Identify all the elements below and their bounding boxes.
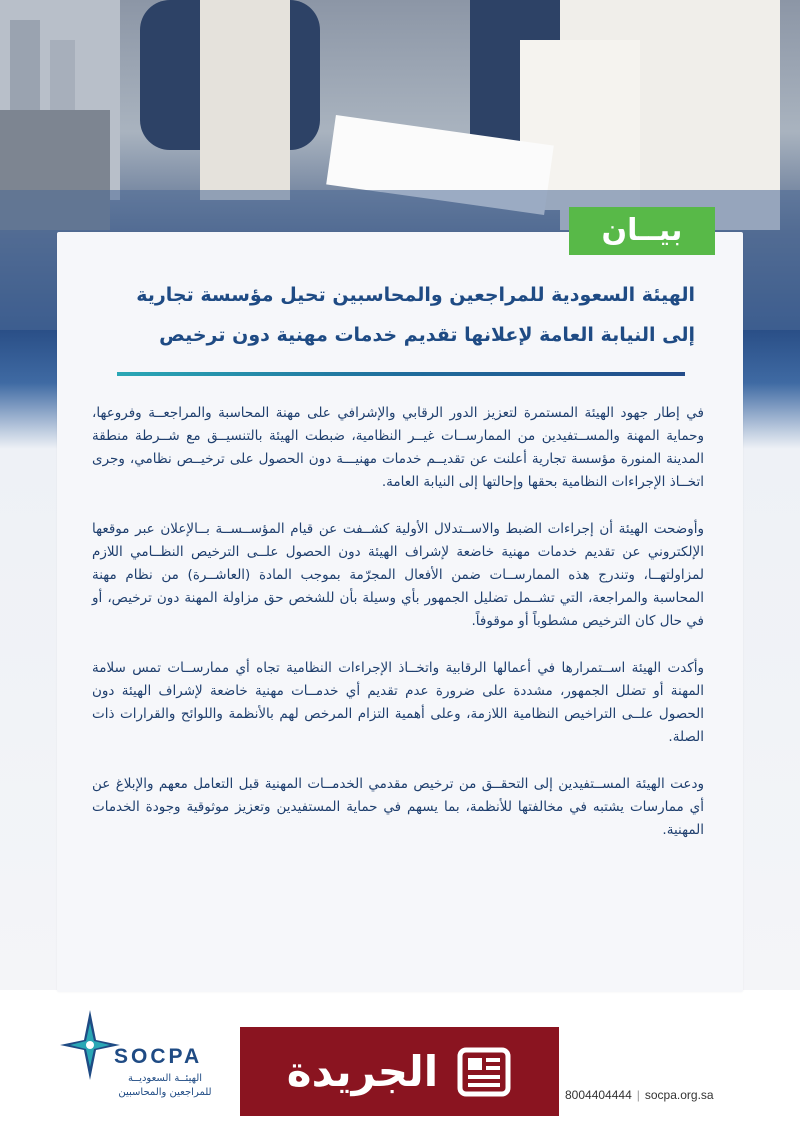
watermark-text: الجريدة <box>286 1047 439 1096</box>
contact-info <box>565 1088 714 1102</box>
title-line-1: الهيئة السعودية للمراجعين والمحاسبين تحيل مؤسسة تجارية <box>136 284 695 306</box>
paragraph: في إطار جهود الهيئة المستمرة لتعزيز الدور الرقابي والإشرافي على مهنة المحاسبة والمراجعــة وفروعها، وحماية المهنة والمســتفيدين من الممارســات غيــر النظامية، ضبطت الهيئة بالتنسيــق مع شــرطة منطقة المدينة المنورة مؤسسة تجارية أعلنت عن تقديــم خدمات مهنيـــة دون الحصول على ترخيــص نظامي، وجرى اتخــاذ الإجراءات النظامية بحقها وإحالتها إلى النيابة العامة. <box>92 405 704 490</box>
separator: | <box>636 1088 640 1102</box>
paragraph: وأوضحت الهيئة أن إجراءات الضبط والاســتدلال الأولية كشــفت عن قيام المؤســســة بــالإعلان عبر موقعها الإلكتروني عن تقديم خدمات مهنية خاضعة لإشراف الهيئة دون الحصول علــى الترخيص النظــامي اللازم لمزاولتهــا، وتندرج هذه الممارســات ضمن الأفعال المجرّمة بموجب المادة (العاشــرة) من نظام مهنة المحاسبة والمراجعة، التي تشــمل تضليل الجمهور بأي وسيلة بأن للشخص حق مزاولة المهنة دون ترخيص، أو في حال كان الترخيص مشطوباً أو موقوفاً. <box>92 521 704 629</box>
statement-tag: بيــان <box>569 207 715 255</box>
phone-number: 8004404444 <box>565 1088 632 1102</box>
logo-name: SOCPA <box>114 1045 203 1068</box>
logo-arabic-line-2: للمراجعين والمحاسبين <box>118 1087 212 1098</box>
paragraph: وأكدت الهيئة اســتمرارها في أعمالها الرقابية واتخــاذ الإجراءات النظامية تجاه أي ممارســات تمس سلامة المهنة أو تضلل الجمهور، مشددة على ضرورة عدم تقديم أي خدمــات مهنية خاضعة لإشراف الهيئة دون الحصول علــى التراخيص النظامية اللازمة، وعلى أهمية التزام المرخص لهم بالأنظمة واللوائح والقرارات ذات الصلة. <box>92 660 704 745</box>
page-title <box>90 275 695 355</box>
logo-arabic-line-1: الهيئــة السعوديــة <box>127 1073 203 1084</box>
newspaper-watermark <box>240 1027 559 1116</box>
newspaper-icon <box>456 1044 512 1100</box>
statement-body <box>92 402 704 866</box>
title-line-2: إلى النيابة العامة لإعلانها تقديم خدمات مهنية دون ترخيص <box>159 324 695 346</box>
paragraph: ودعت الهيئة المســتفيدين إلى التحقــق من ترخيص مقدمي الخدمــات المهنية قبل التعامل معهم والإبلاغ عن أي ممارسات يشتبه في مخالفتها للأنظمة، بما يسهم في حماية المستفيدين وتعزيز موثوقية وجودة الخدمات المهنية. <box>92 776 704 838</box>
title-divider <box>117 372 685 376</box>
website-link[interactable]: socpa.org.sa <box>644 1088 714 1102</box>
